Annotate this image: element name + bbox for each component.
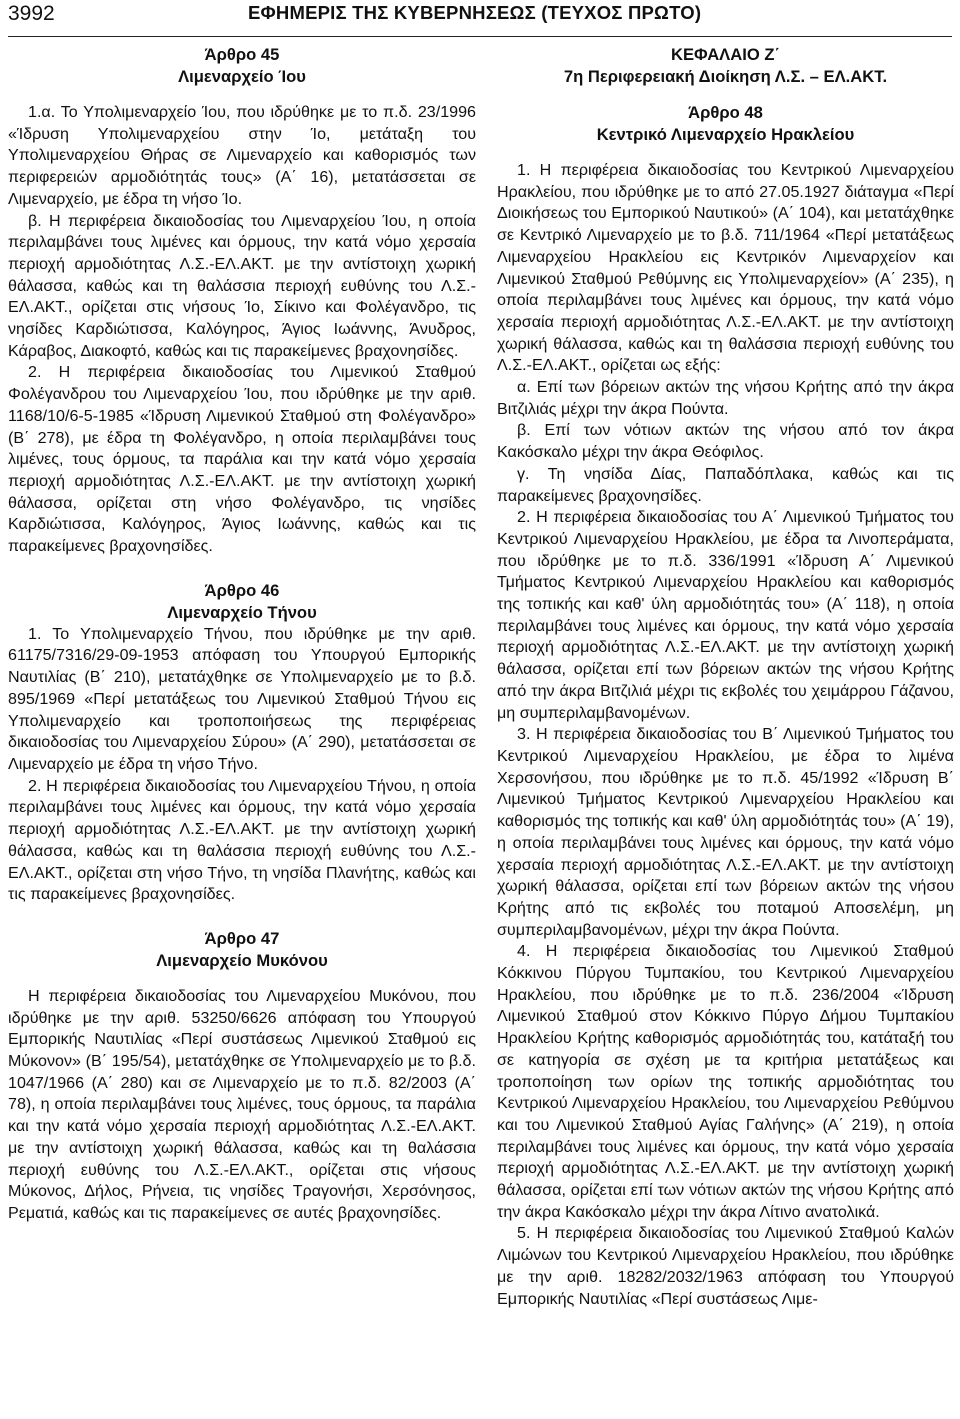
article-45-subtitle: Λιμεναρχείο Ίου: [178, 67, 306, 86]
article-46-paragraph: 2. Η περιφέρεια δικαιοδοσίας του Λιμεναρχείου Τήνου, η οποία περιλαμβάνει τους λιμένες και όρμους, την κατά νόμο χερσαία περιοχή αρμοδιότητας Λ.Σ.-ΕΛ.ΑΚΤ. με την αντίστοιχη χωρική θάλασσα, καθώς και τη θαλάσσια περιοχή ευθύνης του Λ.Σ.-ΕΛ.ΑΚΤ., ορίζεται στη νήσο Τήνο, τη νησίδα Πλανήτης, καθώς και τις παρακείμενες βραχονησίδες.: [8, 776, 476, 904]
article-47-title: Άρθρο 47: [204, 928, 280, 948]
article-46-title: Άρθρο 46: [204, 580, 280, 600]
article-46-subtitle: Λιμεναρχείο Τήνου: [167, 602, 317, 622]
article-48-paragraph: 5. Η περιφέρεια δικαιοδοσίας του Λιμενικού Σταθμού Καλών Λιμώνων του Κεντρικού Λιμεναρχείου Ηρακλείου, που ιδρύθηκε με την αριθ. 18282/2032/1963 απόφαση του Υπουργού Εμπορικής Ναυτιλίας «Περί συστάσεως Λιμε-: [497, 1224, 954, 1308]
article-48-title: Άρθρο 48: [688, 103, 763, 122]
chapter-subtitle: 7η Περιφερειακή Διοίκηση Λ.Σ. – ΕΛ.ΑΚΤ.: [563, 67, 888, 86]
page-header: [8, 0, 952, 37]
article-45-paragraph: 1.α. Το Υπολιμεναρχείο Ίου, που ιδρύθηκε με το π.δ. 23/1996 «Ίδρυση Υπολιμεναρχείου στην Ίο, μετάταξη του Υπολιμεναρχείου Θήρας σε Λιμεναρχείο και καθορισμός των περιφερειών αρμοδιότητάς τους» (Α΄ 16), μετατάσσεται σε Λιμεναρχείο, με έδρα τη νήσο Ίο.: [8, 103, 476, 208]
article-48-paragraph: β. Επί των νότιων ακτών της νήσου από τον άκρα Κακόσκαλο μέχρι την άκρα Θεόφιλος.: [497, 421, 954, 462]
article-48-paragraph: 3. Η περιφέρεια δικαιοδοσίας του Β΄ Λιμενικού Τμήματος του Κεντρικού Λιμεναρχείου Ηρακλείου, με έδρα το λιμένα Χερσονήσου, που ιδρύθηκε με το π.δ. 45/1992 «Ίδρυση Β΄ Λιμενικού Τμήματος Κεντρικού Λιμεναρχείου Ηρακλείου και καθορισμός της τοπικής και καθ' ύλη αρμοδιότητάς του» (Α΄ 19), η οποία περιλαμβάνει τους λιμένες και όρμους, την κατά νόμο χερσαία περιοχή αρμοδιότητας Λ.Σ.-ΕΛ.ΑΚΤ. με την αντίστοιχη χωρική θάλασσα, ορίζεται επί των βόρειων ακτών της νήσου Κρήτης από τις εκβολές του ποταμού Αποσελέμη, μη συμπεριλαμβανομένων, μέχρι την άκρα Πούντα.: [497, 725, 954, 939]
article-45-paragraph: β. Η περιφέρεια δικαιοδοσίας του Λιμεναρχείου Ίου, η οποία περιλαμβάνει τους λιμένες και όρμους, την κατά νόμο χερσαία περιοχή αρμοδιότητας Λ.Σ.-ΕΛ.ΑΚΤ. με την αντίστοιχη χωρική θάλασσα, καθώς και τη θαλάσσια περιοχή ευθύνης του Λ.Σ.-ΕΛ.ΑΚΤ., ορίζεται στις νήσους Ίο, Σίκινο και Φολέγανδρο, τις νησίδες Καρδιώτισσα, Καλόγηρος, Άγιος Ιωάννης, Άνυδρος, Κάραβος, Διακοφτό, καθώς και τις παρακείμενες βραχονησίδες.: [8, 211, 476, 360]
gazette-title: ΕΦΗΜΕΡΙΣ ΤΗΣ ΚΥΒΕΡΝΗΣΕΩΣ (ΤΕΥΧΟΣ ΠΡΩΤΟ): [248, 2, 702, 23]
right-column: [497, 44, 954, 1310]
article-47-paragraph: Η περιφέρεια δικαιοδοσίας του Λιμεναρχείου Μυκόνου, που ιδρύθηκε με την αριθ. 53250/6626 απόφαση του Υπουργού Εμπορικής Ναυτιλίας «Περί συστάσεως Λιμενικού Σταθμού εις Μύκονον» (Β΄ 195/54), μετατάχθηκε σε Υπολιμεναρχείο με το β.δ. 1047/1966 (Α΄ 280) και σε Λιμεναρχείο με το π.δ. 82/2003 (Α΄ 78), η οποία περιλαμβάνει τους λιμένες, τους όρμους, τα παράλια και την κατά νόμο χερσαία περιοχή αρμοδιότητας Λ.Σ.-ΕΛ.ΑΚΤ. με την αντίστοιχη χωρική θάλασσα, καθώς και τη θαλάσσια περιοχή ευθύνης του Λ.Σ.-ΕΛ.ΑΚΤ., ορίζεται στις νήσους Μύκονος, Δήλος, Ρήνεια, τις νησίδες Τραγονήσι, Χερσόνησος, Ρεματιά, καθώς και τις παρακείμενες σε αυτές βραχονησίδες.: [8, 986, 476, 1222]
article-48-paragraph: α. Επί των βόρειων ακτών της νήσου Κρήτης από την άκρα Βιτζιλιάς μέχρι την άκρα Πούντα.: [497, 378, 954, 418]
article-48-paragraph: γ. Τη νησίδα Δίας, Παπαδόπλακα, καθώς και τις παρακείμενες βραχονησίδες.: [497, 464, 954, 505]
article-48-paragraph: 1. Η περιφέρεια δικαιοδοσίας του Κεντρικού Λιμεναρχείου Ηρακλείου, που ιδρύθηκε με το από 27.05.1927 διάταγμα «Περί Διοικήσεως του Εμπορικού Ναυτικού» (Α΄ 104), και μετατάχθηκε σε Κεντρικό Λιμεναρχείο με το β.δ. 711/1964 «Περί μετατάξεως Λιμεναρχείου Ηρακλείου εις Κεντρικόν Λιμεναρχείον και Λιμενικού Σταθμού Ρεθύμνης εις Υπολιμεναρχείον» (Α΄ 235), η οποία περιλαμβάνει τους λιμένες και όρμους, την κατά νόμο χερσαία περιοχή αρμοδιότητας Λ.Σ.-ΕΛ.ΑΚΤ. με την αντίστοιχη χωρική θάλασσα, καθώς και τη θαλάσσια περιοχή ευθύνης του Λ.Σ.-ΕΛ.ΑΚΤ., ορίζεται ως εξής:: [497, 161, 954, 375]
left-column: [8, 44, 476, 1225]
chapter-title: ΚΕΦΑΛΑΙΟ Ζ΄: [670, 45, 781, 64]
page-number: 3992: [8, 2, 55, 25]
article-47-subtitle: Λιμεναρχείο Μυκόνου: [156, 950, 328, 970]
article-48-subtitle: Κεντρικό Λιμεναρχείο Ηρακλείου: [596, 125, 855, 144]
article-48-paragraph: 2. Η περιφέρεια δικαιοδοσίας του Α΄ Λιμενικού Τμήματος του Κεντρικού Λιμεναρχείου Ηρακλείου, με έδρα τα Λινοπεράματα, που ιδρύθηκε με το π.δ. 336/1991 «Ίδρυση Α΄ Λιμενικού Τμήματος Κεντρικού Λιμεναρχείου Ηρακλείου και καθορισμός της τοπικής και καθ' ύλη αρμοδιότητάς του» (Α΄ 118), η οποία περιλαμβάνει τους λιμένες και όρμους, την κατά νόμο χερσαία περιοχή αρμοδιότητας Λ.Σ.-ΕΛ.ΑΚΤ. με την αντίστοιχη χωρική θάλασσα, ορίζεται επί των βόρειων ακτών της νήσου Κρήτης από την άκρα Βιτζιλιά μέχρι τις εκβολές του χειμάρρου Γάζανου, μη συμπεριλαμβανομένων.: [497, 508, 954, 722]
article-48-paragraph: 4. Η περιφέρεια δικαιοδοσίας του Λιμενικού Σταθμού Κόκκινου Πύργου Τυμπακίου, του Κεντρικού Λιμεναρχείου Ηρακλείου, που ιδρύθηκε με το π.δ. 236/2004 «Ίδρυση Λιμενικού Σταθμού στον Κόκκινο Πύργο Δήμου Τυμπακίου Ηρακλείου Κρήτης καθορισμός αρμοδιότητάς του, κατάταξή του σε κατηγορία σε σχέση με τα κριτήρια μετατάξεως και τροποποίηση των ορίων της τοπικής αρμοδιότητας του Κεντρικού Λιμεναρχείου Ηρακλείου, του Λιμεναρχείου Ρεθύμνου και του Λιμενικού Σταθμού Αγίας Γαλήνης» (Α΄ 219), η οποία περιλαμβάνει τους λιμένες και όρμους, την κατά νόμο χερσαία περιοχή αρμοδιότητας Λ.Σ.-ΕΛ.ΑΚΤ. με την αντίστοιχη χωρική θάλασσα, ορίζεται επί των νότιων ακτών της νήσου Κρήτης από την άκρα Κακόσκαλο μέχρι την άκρα Λίτινο ανατολικά.: [497, 942, 954, 1221]
article-45-title: Άρθρο 45: [204, 45, 280, 64]
article-45-paragraph: 2. Η περιφέρεια δικαιοδοσίας του Λιμενικού Σταθμού Φολέγανδρου του Λιμεναρχείου Ίου, που ιδρύθηκε με την αριθ. 1168/10/6-5-1985 «Ίδρυση Λιμενικού Σταθμού στη Φολέγανδρο» (Β΄ 278), με έδρα τη Φολέγανδρο, η οποία περιλαμβάνει τους λιμένες, τους όρμους, τα παράλια και την κατά νόμο χερσαία περιοχή αρμοδιότητας Λ.Σ.-ΕΛ.ΑΚΤ. με την αντίστοιχη χωρική θάλασσα, ορίζεται στη νήσο Φολέγανδρο, τις νησίδες Καρδιώτισσα, Καλόγηρος, Άγιος Ιωάννης, καθώς και τις παρακείμενες βραχονησίδες.: [8, 363, 476, 556]
article-46-paragraph: 1. Το Υπολιμεναρχείο Τήνου, που ιδρύθηκε με την αριθ. 61175/7316/29-09-1953 απόφαση του Υπουργού Εμπορικής Ναυτιλίας (Β΄ 210), μετατάχθηκε σε Υπολιμεναρχείο με το β.δ. 895/1969 «Περί μετατάξεως του Λιμενικού Σταθμού Τήνου εις Υπολιμεναρχείο και τροποποιήσεως της περιφέρειας δικαιοδοσίας του Λιμεναρχείου Σύρου» (Α΄ 290), μετατάσσεται σε Λιμεναρχείο με έδρα τη νήσο Τήνο.: [8, 624, 476, 773]
